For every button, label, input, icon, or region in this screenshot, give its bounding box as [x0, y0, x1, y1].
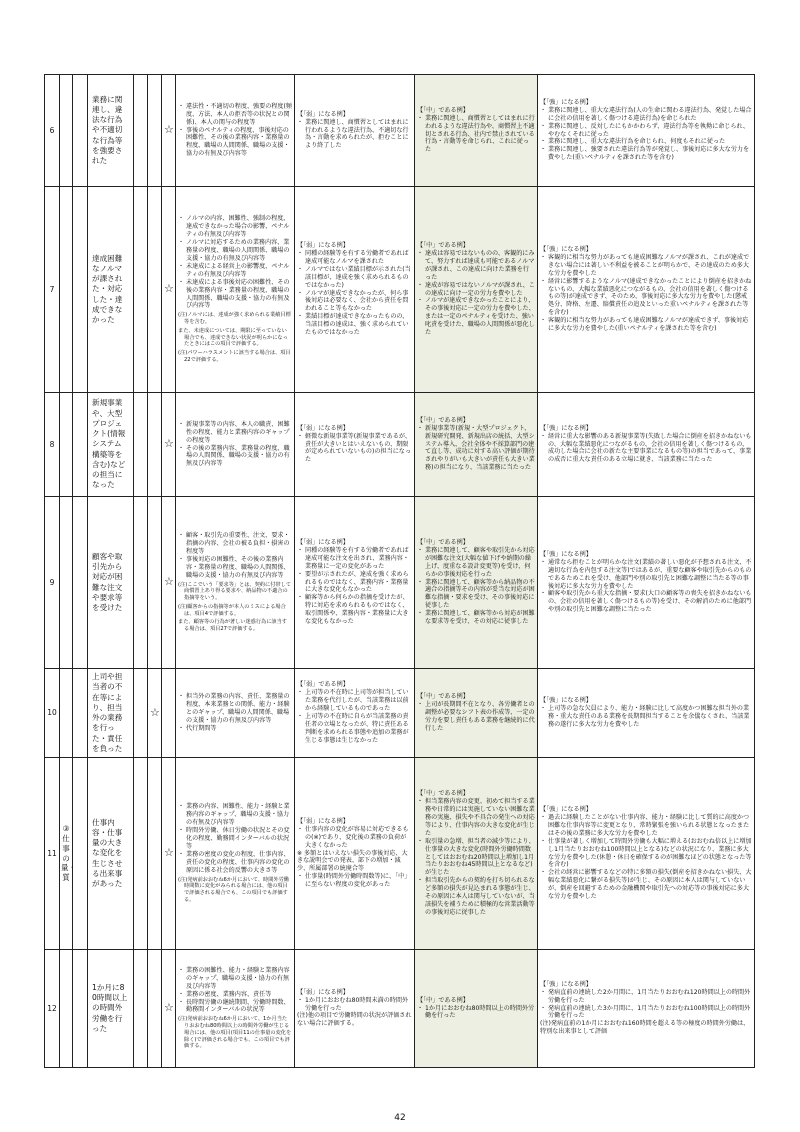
table-row	[45, 669, 755, 758]
example-line: ・ 取引量の急増、担当者の減少等により、仕事量の大きな変化(時間外労働時間数としてはおおむね20時間以上増加し1月当たりおおむね45時間以上となるなど)が生じた	[417, 837, 535, 877]
example-line: ・ 上司等の不在時に自らが当該業務の責任者の立場となったが、特に責任ある判断を求められる事態や追加の業務が生じる事態は生じなかった	[297, 713, 409, 744]
strong-example	[538, 393, 755, 497]
evaluation-point: ・ 代行期間等	[178, 724, 217, 732]
item-number-text: 6	[49, 125, 55, 135]
evaluation-point: ・ 業務の内容、困難性、能力・経験と業務内容のギャップ、職場の支援・協力の有無及び内容等	[178, 803, 290, 827]
average-strength-cell	[162, 950, 176, 1068]
average-strength-cell	[134, 393, 148, 497]
weak-example	[295, 669, 415, 758]
example-line: ・ 発病直前の連続した2か月間に、1月当たりおおむね120時間以上の時間外労働を行った	[540, 988, 751, 1004]
example-line: ・ 業務に関連し、商慣習としてはまれに行われるような違法行為、不適切な行為・言動を求められたが、拒むことにより終了した	[297, 118, 409, 150]
example-heading: 【「弱」になる例】	[297, 988, 349, 996]
medium-example	[415, 950, 538, 1068]
example-line: ・ 業務に関連して、顧客や取引先から対応が困難な注文(大幅な値下げや納期の繰上げ、度重なる設計変更等)を受け、何らかの事後対応を行った	[417, 546, 535, 578]
strong-example	[538, 758, 755, 950]
example-line: ・ 新規事業等(新規・大型プロジェクト、新規研究開発、新規出店の統括、大型システム導入、会社全体や不採算部門の建て直し等、成功に対する高い評価が期待されやりがいも大きいが責任も大きい業務)の担当になり、当該業務に当たった	[417, 424, 535, 472]
example-line: ・ 発病直前の連続した3か月間に、1月当たりおおむね100時間以上の時間外労働を行った	[540, 1004, 751, 1020]
specific-event-text: 業務に関連し、違法な行為や不適切な行為等を強要された	[92, 94, 123, 166]
weak-example	[295, 75, 415, 187]
weak-example	[295, 950, 415, 1068]
example-line: ・ 業務に関連して、顧客等から対応が困難な要求等を受け、その対応に従事した	[417, 610, 535, 626]
example-line: ・ 過去に経験したことがない仕事内容、能力・経験に比して質的に高度かつ困難な仕事内容等に変更となり、常時緊張を強いられる状態となったまたはその後の業務に多大な労力を費やした	[540, 813, 750, 837]
evaluation-point: ・ 違法性・不適切の程度、強要の程度(頻度、方法、本人の拒否等の状況との関係)、本人の関与の程度等	[178, 102, 293, 126]
evaluation-points	[176, 187, 295, 393]
event-category	[60, 669, 73, 758]
example-heading: 【「強」になる例】	[540, 424, 592, 432]
specific-event-text: 達成困難なノルマが課された・対応した・達成できなかった	[92, 253, 123, 325]
strong-example	[538, 669, 755, 758]
average-strength-cell	[162, 497, 176, 669]
example-line: ・ 上司等の急な欠員により、能力・経験に比して高度かつ困難な担当外の業務・重大な責任のある業務を長期間担当することを余儀なくされ、当該業務の遂行に多大な労力を費やした	[540, 705, 750, 728]
example-line: ・ 顧客等から何らかの指摘を受けたが、特に対応を求められるものではなく、取引関係や、業務内容・業務量に大きな変化もなかった	[297, 594, 409, 626]
specific-event	[88, 950, 134, 1068]
example-heading: 【「中」である例】	[417, 106, 469, 114]
average-strength-cell	[162, 758, 176, 950]
example-heading: 【「強」になる例】	[540, 697, 592, 705]
example-line: ・ ノルマが達成できなかったが、何ら事後対応は必要なく、会社から責任を問われること等もなかった	[297, 289, 409, 313]
example-line: ・ 客観的に相当な努力があっても達成困難なノルマが課され、これが達成できない場合には著しい不利益を被ることが明らかで、その達成のため多大な労力を費やした	[540, 253, 750, 277]
example-line: ・ 業務に関連して、顧客等から納品物の不適合の指摘等その内容が妥当な対応が困難な指摘・要求を受け、その事後対応に従事した	[417, 578, 535, 610]
blank-cell	[73, 669, 88, 758]
example-heading: 【「弱」である例】	[297, 681, 349, 689]
example-line: ・ 通常なら拒むことが明らかな注文(業績の著しい悪化が予想される注文、不適切な行為を内包する注文等)ではあるが、重要な顧客や取引先からのものであるためこれを受け、他部門や別の取引先と困難な調整に当たる等の事後対応に多大な労力を費やした	[540, 558, 752, 590]
example-line: ・ 仕事量が著しく増加して時間外労働も大幅に増える(おおむね倍以上に増加し1月当たりおおむね100時間以上となる)などの状況になり、業務に多大な労力を費やした(休憩・休日を確保するのが困難なほどの状態となった等を含む)	[540, 837, 752, 869]
table-row	[45, 187, 755, 393]
star-mark: ☆	[164, 282, 174, 296]
average-strength-cell	[162, 75, 176, 187]
evaluation-point: ・ その後の業務内容、業務量の程度、職場の人間関係、職場の支援・協力の有無及び内容等	[178, 444, 290, 468]
example-line: ・ 仕事量(時間外労働時間数等)に、「中」に至らない程度の変化があった	[297, 873, 411, 889]
evaluation-point: ・ 担当外の業務の内容、責任、業務量の程度、本来業務との関係、能力・経験とのギャップ、職場の人間関係、職場の支援・協力の有無及び内容等	[178, 693, 290, 724]
example-line: ・ 上司が長期間不在となり、各労働者との調整が必要なシフト表の作成等、一定の労力を要し責任もある業務を継続的に代行した	[417, 701, 535, 732]
evaluation-point: ・ 長時間労働の継続期間、労働時間数、勤務間インターバルの状況等	[178, 998, 290, 1014]
evaluation-point: ・ ノルマの内容、困難性、強制の程度、達成できなかった場合の影響、ペナルティの有無及び内容等	[178, 215, 290, 239]
item-number	[45, 393, 60, 497]
item-number	[45, 497, 60, 669]
item-number	[45, 75, 60, 187]
example-line: ・ 顧客や取引先から重大な指摘・要求(大口の顧客等の喪失を招きかねないもの、会社の信用を著しく傷つけるもの等)を受け、その解消のために他部門や別の取引先と困難な調整に当たった	[540, 590, 752, 614]
specific-event-text: 顧客や取引先から対応が困難な注文や要求等を受けた	[92, 551, 123, 612]
evaluation-points	[176, 950, 295, 1068]
example-heading: 【「強」になる例】	[540, 980, 592, 988]
item-number-text: 8	[49, 439, 55, 449]
item-number-text: 9	[49, 577, 55, 587]
example-heading: 【「強」になる例】	[540, 98, 592, 106]
specific-event	[88, 497, 134, 669]
example-line: ・ 上司等の不在時に上司等が担当していた業務を代行したが、当該業務は以前から経験しているものであった	[297, 689, 409, 713]
blank-cell	[73, 758, 88, 950]
evaluation-point: ・ 事後対応の困難性、その後の業務内容・業務量の程度、職場の人間関係、職場の支援・協力の有無及び内容等	[178, 555, 290, 579]
blank-cell	[73, 950, 88, 1068]
average-strength-cell	[134, 187, 148, 393]
specific-event-text: 仕事内容・仕事量の大きな変化を生じさせる出来事があった	[92, 817, 123, 889]
example-line: ・ 担当業務内容の変更、初めて担当する業務や日常的には実施していない困難な業務の実施、損失や不具合の発生への対応等により、仕事内容の大きな変化が生じた	[417, 798, 535, 837]
star-mark: ☆	[164, 846, 174, 860]
example-line: ・ 業務に関連し、重大な違法行為(人の生命に関わる違法行為、発覚した場合に会社の信用を著しく傷つける違法行為)を命じられた	[540, 106, 752, 122]
average-strength-cell	[134, 950, 148, 1068]
evaluation-note: (注)ノルマには、達成が強く求められる業績目標等を含む。	[178, 312, 291, 326]
example-heading: 【「弱」になる例】	[297, 538, 349, 546]
table-row	[45, 75, 755, 187]
strong-example	[538, 950, 755, 1068]
example-heading: 【「強」になる例】	[540, 550, 592, 558]
blank-cell	[73, 75, 88, 187]
average-strength-cell	[162, 393, 176, 497]
example-line: ・ 同種の経験等を有する労働者であれば達成可能な注文を出され、業務内容・業務量に一定の変化があった	[297, 546, 409, 570]
evaluation-point: ・ 時間外労働、休日労働の状況とその変化の程度、勤務間インターバルの状況等	[178, 827, 290, 850]
example-line: ・ 業務に関連し、反対したにもかかわらず、違法行為等を執拗に命じられ、やむなくそれに従った	[540, 122, 750, 138]
evaluation-note: また、未達成については、期限に至っていない場合でも、達成できない状況が明らかになったときにはこの項目で評価する。	[178, 327, 288, 348]
strong-example	[538, 187, 755, 393]
example-line: (注)他の項目で労働時間の状況が評価されない場合に評価する。	[297, 1012, 412, 1028]
evaluation-note: また、顧客等の行為が著しい迷惑行為に該当する場合は、項目27で評価する。	[178, 619, 287, 633]
blank-cell	[73, 187, 88, 393]
evaluation-points	[176, 669, 295, 758]
average-strength-cell	[148, 187, 162, 393]
example-heading: 【「中」である例】	[417, 416, 469, 424]
example-heading: 【「中」である例】	[417, 241, 469, 249]
event-category	[60, 497, 73, 669]
evaluation-note: (注)顧客からの指摘等が本人のミスによる場合は、項目4で評価する。	[178, 603, 286, 617]
evaluation-note: (注)ここでいう「要求等」とは、契約に付帯して商慣習上あり得る要求や、納品物の不適合の指摘等をいう。	[178, 581, 291, 602]
example-line: ・ 業績目標が達成できなかったものの、当該目標の達成は、強く求められていたものではなかった	[297, 313, 409, 337]
star-mark: ☆	[164, 123, 174, 137]
example-heading: 【「弱」になる例】	[297, 424, 349, 432]
average-strength-cell	[148, 950, 162, 1068]
specific-event	[88, 187, 134, 393]
example-heading: 【「中」である例】	[417, 996, 469, 1004]
event-category-label: ③仕事の量・質	[61, 824, 76, 882]
event-category	[60, 75, 73, 187]
average-strength-cell	[134, 758, 148, 950]
strong-example	[538, 497, 755, 669]
medium-example	[415, 75, 538, 187]
average-strength-cell	[148, 75, 162, 187]
weak-example	[295, 187, 415, 393]
blank-cell	[73, 393, 88, 497]
example-heading: 【「中」である例】	[417, 790, 469, 798]
example-line: ・ 会社の経営に影響するなどの特に多額の損失(倒産を招きかねない損失、大幅な業績悪化に繋がる損失等)が生じ、その原因に本人は関与していないが、倒産を回避するための金融機関や取引先への対応等の事後対応に多大な労力を費やした	[540, 869, 752, 901]
average-strength-cell	[148, 497, 162, 669]
event-category	[60, 950, 73, 1068]
evaluation-point: ・ 新規事業等の内容、本人の職責、困難性の程度、能力と業務内容のギャップの程度等	[178, 420, 290, 444]
evaluation-point: ・ 事後のペナルティの程度、事後対応の困難性、その後の業務内容・業務量の程度、職場の人間関係、職場の支援・協力の有無及び内容等	[178, 126, 290, 158]
star-mark: ☆	[164, 575, 174, 589]
table-row	[45, 497, 755, 669]
example-line: ・ 担当取引先からの契約を打ち切られるなど多額の損失が見込まれる事態が生じ、その原因に本人は関与していないが、当該損失を補うために積極的な営業活動等の事後対応に従事した	[417, 877, 535, 916]
average-strength-cell	[134, 669, 148, 758]
medium-example	[415, 187, 538, 393]
evaluation-point: ・ 未達成による事後対応の困難性、その後の業務内容・業務量の程度、職場の人間関係、職場の支援・協力の有無及び内容等	[178, 278, 290, 310]
weak-example	[295, 497, 415, 669]
evaluation-point: ・ 業務の密度の変化の程度、仕事内容、責任の変化の程度、仕事内容の変化の原因に係る社会的反響の大きさ等	[178, 850, 290, 874]
item-number	[45, 758, 60, 950]
example-line: ・ ノルマが達成できなかったことにより、その事後対応に一定の労力を費やした、または一定のペナルティを受けた、強い叱責を受けた、職場の人間関係が悪化した	[417, 297, 535, 337]
evaluation-point: ・ 顧客・取引先の重要性、注文、要求・指摘の内容、会社の被る負担・損害の程度等	[178, 532, 290, 555]
example-heading: 【「中」である例】	[417, 693, 469, 701]
item-number-text: 7	[49, 284, 55, 294]
evaluation-note: (注)パワーハラスメントに該当する場合は、項目22で評価する。	[178, 350, 291, 363]
strong-example	[538, 75, 755, 187]
example-line: ・ 1か月におおむね80時間未満の時間外労働を行った	[297, 996, 409, 1012]
weak-example	[295, 758, 415, 950]
event-category	[60, 187, 73, 393]
average-strength-cell	[148, 669, 162, 758]
event-category	[60, 393, 73, 497]
table-row	[45, 950, 755, 1068]
example-line: ・ 1か月におおむね80時間以上の時間外労働を行った	[417, 1004, 535, 1020]
table-row	[45, 758, 755, 950]
example-line: ※ 多額とはいえない損失の事後対応、大きな説明会での発表、部下の増加・減少、所属部署の統廃合等	[297, 849, 408, 873]
evaluation-points	[176, 758, 295, 950]
example-heading: 【「弱」になる例】	[297, 110, 349, 118]
average-strength-cell	[162, 187, 176, 393]
item-number	[45, 187, 60, 393]
evaluation-points	[176, 75, 295, 187]
medium-example	[415, 758, 538, 950]
example-line: ・ 要望が示されたが、達成を強く求められるものではなく、業務内容・業務量に大きな変化もなかった	[297, 570, 409, 594]
example-heading: 【「中」である例】	[417, 538, 469, 546]
example-line: ・ 業務に関連し、商慣習としてはまれに行われるような違法行為や、商慣習上不適切とされる行為、社内で禁止されている行為・言動等を命じられ、これに従った	[417, 114, 535, 154]
evaluation-note: (注)発病前おおむね6か月において、1か月当たりおおむね80時間以上の時間外労働が生じる場合には、他の項目(項目11の仕事量の変化を除く)で評価される場合でも、この項目でも評価する。	[178, 1016, 292, 1050]
item-number	[45, 950, 60, 1068]
example-line: ・ 業務に関連し、強要された違法行為等が発覚し、事後対応に多大な労力を費やした(重いペナルティを課された等を含む)	[540, 146, 750, 162]
star-mark: ☆	[164, 437, 174, 451]
item-number-text: 12	[47, 1003, 57, 1013]
item-number-text: 10	[47, 708, 57, 718]
evaluation-points	[176, 393, 295, 497]
stress-criteria-table	[44, 74, 755, 1068]
page-number: 42	[394, 1113, 406, 1123]
example-line: ・ 業務に関連し、重大な違法行為を命じられ、何度もそれに従った	[540, 138, 726, 146]
average-strength-cell	[148, 393, 162, 497]
item-number-text: 11	[47, 848, 57, 858]
evaluation-note: (注)発病前おおむね6か月において、時間外労働時間数に変化がみられる場合には、他の項目で評価される場合でも、この項目でも評価する。	[178, 876, 289, 903]
item-number	[45, 669, 60, 758]
specific-event-text: 上司や担当者の不在等により、担当外の業務を行った・責任を負った	[92, 672, 123, 753]
example-heading: 【「強」になる例】	[540, 805, 592, 813]
medium-example	[415, 497, 538, 669]
evaluation-point: ・ 業務の密度、業務内容、責任等	[178, 990, 272, 998]
example-line: ・ 経営に重大な影響のある新規事業等(失敗した場合に倒産を招きかねないもの、大幅な業績悪化につながるもの、会社の信用を著しく傷つけるもの、成功した場合に会社の新たな主要事業になるもの等)の担当であって、事業の成否に重大な責任のある立場に就き、当該業務に当たった	[540, 432, 752, 464]
medium-example	[415, 393, 538, 497]
event-category	[60, 758, 76, 950]
example-line: ・ 同種の経験等を有する労働者であれば達成可能なノルマを課された	[297, 249, 409, 265]
example-heading: 【「弱」になる例】	[297, 241, 349, 249]
example-heading: 【「強」になる例】	[540, 245, 592, 253]
example-line: ・ ノルマではない業績目標が示された(当該目標が、達成を強く求められるものではなかった)	[297, 265, 411, 289]
example-line: (注)発病直前の1か月におおむね160時間を超える等の極度の時間外労働は、特別な出来事として評価	[540, 1020, 750, 1036]
evaluation-point: ・ 未達成による経営上の影響度、ペナルティの有無及び内容等	[178, 262, 290, 278]
example-line: ・ 軽微な新規事業等(新規事業であるが、責任が大きいとはいえないもの、期限が定められていないもの)の担当になった	[297, 432, 412, 464]
evaluation-point: ・ 業務の困難性、能力・経験と業務内容のギャップ、職場の支援・協力の有無及び内容等	[178, 966, 290, 990]
evaluation-point: ・ ノルマに対応するための業務内容、業務量の程度、職場の人間関係、職場の支援・協力の有無及び内容等	[178, 239, 290, 262]
table-row	[45, 393, 755, 497]
specific-event-text: 新規事業や、大型プロジェクト(情報システム構築等を含む)などの担当になった	[92, 398, 126, 490]
example-line: ・ 達成は容易ではないものの、客観的にみて、努力すれば達成も可能であるノルマが課され、この達成に向けた業務を行った	[417, 249, 535, 281]
star-mark: ☆	[164, 1001, 174, 1015]
medium-example	[415, 669, 538, 758]
blank-cell	[73, 497, 88, 669]
specific-event	[88, 393, 134, 497]
example-line: ・ 経営に影響するようなノルマ(達成できなかったことにより倒産を招きかねないもの、大幅な業績悪化につながるもの、会社の信用を著しく傷つけるもの等)が達成できず、そのため、事後対応に多大な労力を費やした(懲戒処分、降格、左遷、賠償責任の追及といった重いペナルティを課された等を含む)	[540, 277, 752, 317]
specific-event	[88, 758, 134, 950]
example-line: ・ 仕事内容の変化が容易に対応できるもの(※)であり、変化後の業務の負荷が大きくなかった	[297, 825, 409, 849]
star-mark: ☆	[150, 705, 160, 719]
weak-example	[295, 393, 415, 497]
example-heading: 【「弱」になる例】	[297, 817, 349, 825]
average-strength-cell	[134, 497, 148, 669]
average-strength-cell	[148, 758, 162, 950]
example-line: ・ 達成が容易ではないノルマが課され、この達成に向け一定の労力を費やした	[417, 281, 535, 297]
specific-event	[88, 669, 134, 758]
specific-event-text: 1か月に80時間以上の時間外労働を行った	[92, 982, 128, 1033]
average-strength-cell	[134, 75, 148, 187]
specific-event	[88, 75, 134, 187]
evaluation-points	[176, 497, 295, 669]
example-line: ・ 客観的に相当な努力があっても達成困難なノルマが達成できず、事後対応に多大な労力を費やした(重いペナルティを課された等を含む)	[540, 317, 749, 333]
average-strength-cell	[162, 669, 176, 758]
